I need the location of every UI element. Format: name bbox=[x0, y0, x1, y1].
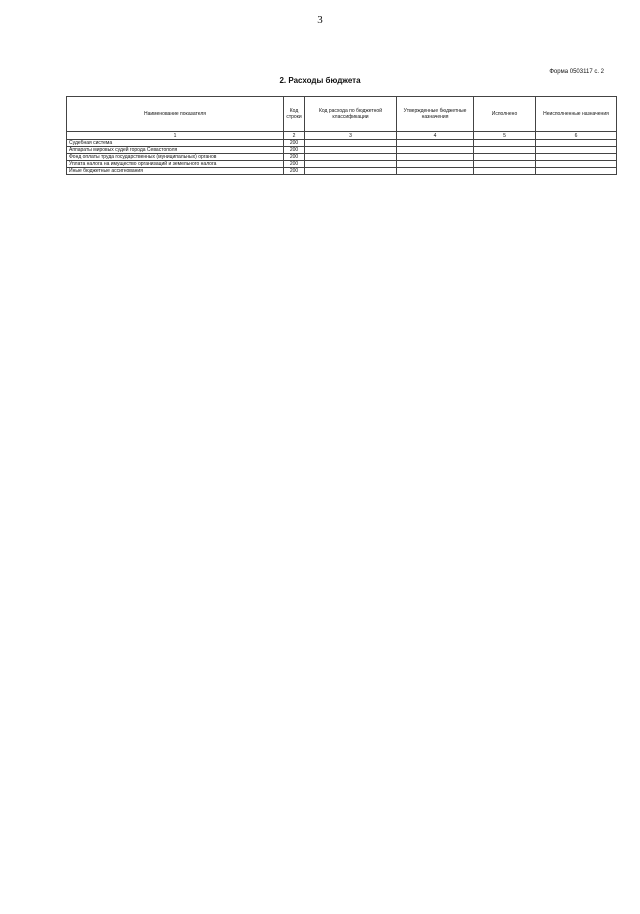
header-unexecuted: Неисполненные назначения bbox=[536, 97, 617, 132]
row-line-code: 200 bbox=[284, 161, 305, 168]
page-number: 3 bbox=[317, 14, 323, 26]
row-name: Судебная система bbox=[67, 140, 284, 147]
row-approved bbox=[397, 147, 474, 154]
row-executed bbox=[474, 168, 536, 175]
column-number: 5 bbox=[474, 132, 536, 140]
row-unexecuted bbox=[536, 168, 617, 175]
column-number: 2 bbox=[284, 132, 305, 140]
row-executed bbox=[474, 154, 536, 161]
column-number: 3 bbox=[305, 132, 397, 140]
row-name: Иные бюджетные ассигнования bbox=[67, 168, 284, 175]
row-unexecuted bbox=[536, 140, 617, 147]
expenditure-table bbox=[66, 96, 617, 175]
section-title: 2. Расходы бюджета bbox=[279, 76, 361, 85]
header-classification-code: Код расхода по бюджетной классификации bbox=[305, 97, 397, 132]
column-number-row bbox=[67, 132, 617, 140]
row-unexecuted bbox=[536, 154, 617, 161]
header-approved: Утвержденные бюджетные назначения bbox=[397, 97, 474, 132]
row-line-code: 200 bbox=[284, 147, 305, 154]
row-executed bbox=[474, 161, 536, 168]
table-body bbox=[67, 140, 617, 175]
table-row bbox=[67, 168, 617, 175]
row-line-code: 200 bbox=[284, 168, 305, 175]
row-unexecuted bbox=[536, 147, 617, 154]
header-indicator-name: Наименование показателя bbox=[67, 97, 284, 132]
table-row bbox=[67, 147, 617, 154]
row-name: Фонд оплаты труда государственных (муниципальных) органов bbox=[67, 154, 284, 161]
row-name: Аппараты мировых судей города Севастополя bbox=[67, 147, 284, 154]
column-number: 4 bbox=[397, 132, 474, 140]
row-line-code: 200 bbox=[284, 140, 305, 147]
row-classification-code bbox=[305, 147, 397, 154]
row-line-code: 200 bbox=[284, 154, 305, 161]
column-number: 6 bbox=[536, 132, 617, 140]
table-row bbox=[67, 140, 617, 147]
row-classification-code bbox=[305, 161, 397, 168]
table-row bbox=[67, 161, 617, 168]
table-row bbox=[67, 154, 617, 161]
header-line-code: Код строки bbox=[284, 97, 305, 132]
form-code: Форма 0503117 с. 2 bbox=[549, 69, 604, 75]
column-number: 1 bbox=[67, 132, 284, 140]
row-unexecuted bbox=[536, 161, 617, 168]
row-classification-code bbox=[305, 140, 397, 147]
row-name: Уплата налога на имущество организаций и земельного налога bbox=[67, 161, 284, 168]
row-executed bbox=[474, 147, 536, 154]
row-approved bbox=[397, 154, 474, 161]
header-executed: Исполнено bbox=[474, 97, 536, 132]
row-classification-code bbox=[305, 154, 397, 161]
row-classification-code bbox=[305, 168, 397, 175]
row-approved bbox=[397, 168, 474, 175]
row-approved bbox=[397, 140, 474, 147]
row-approved bbox=[397, 161, 474, 168]
table-header-row bbox=[67, 97, 617, 132]
row-executed bbox=[474, 140, 536, 147]
